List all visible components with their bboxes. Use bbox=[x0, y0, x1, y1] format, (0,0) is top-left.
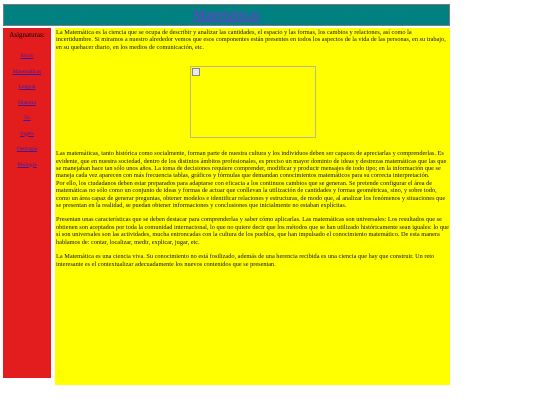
sidebar-link-matematicas[interactable]: Matemáticas bbox=[12, 68, 42, 75]
sidebar-item-historia bbox=[3, 91, 51, 107]
sidebar-item-biologia bbox=[3, 153, 51, 169]
paragraph-spacer bbox=[56, 209, 449, 216]
page-header bbox=[3, 4, 450, 26]
sidebar-item-geologia bbox=[3, 137, 51, 153]
sidebar-item-matematicas bbox=[3, 60, 51, 76]
sidebar-link-historia[interactable]: Historia bbox=[17, 99, 37, 106]
sidebar-item-ingles bbox=[3, 122, 51, 138]
paragraph-culture: Las matemáticas, tanto histórica como socialmente, forman parte de nuestra cultura y los individuos deben ser capaces de apreciarlas y comprenderlas. Es evidente, que en nuestra sociedad, dentro de los distintos ámbitos profesionales, es preciso un mayor dominio de ideas y destrezas matemáticas que las que se manejaban hace tan sólo unos años. La toma de decisiones requiere comprender, modificar y producir mensajes de todo tipo; en la información que se maneja cada vez aparecen con más frecuencia tablas, gráficos y fórmulas que demandan conocimientos matemáticos para su correcta interpretación. bbox=[56, 150, 447, 180]
sidebar-nav bbox=[3, 44, 51, 168]
sidebar-link-inicio[interactable]: Inicio bbox=[20, 53, 34, 59]
sidebar-item-lengua bbox=[3, 75, 51, 91]
page-title-link[interactable]: Matemáticas bbox=[193, 7, 260, 22]
paragraph-spacer bbox=[56, 246, 449, 253]
sidebar-item-inicio bbox=[3, 44, 51, 60]
sidebar-link-tic[interactable]: Tic bbox=[23, 115, 31, 121]
sidebar-link-geologia[interactable]: Geología bbox=[16, 146, 38, 152]
sidebar bbox=[3, 28, 51, 378]
sidebar-link-biologia[interactable]: Biología bbox=[17, 161, 37, 168]
sidebar-item-tic bbox=[3, 106, 51, 122]
paragraph-citizens: Por ello, los ciudadanos deben estar preparados para adaptarse con eficacia a los continuos cambios que se generan. Se pretende configurar el área de matemáticas no sólo como un conjunto de ideas y formas de actuar que conllevan la utilización de cantidades y formas geométricas, sino, y sobre todo, como un área capaz de generar preguntas, obtener modelos e identificar relaciones y estructuras, de modo que, al analizar los fenómenos y situaciones que se presentan en la realidad, se puedan obtener informaciones y conclusiones que inicialmente no estaban explícitas. bbox=[56, 179, 446, 210]
sidebar-link-lengua[interactable]: Lengua bbox=[18, 84, 36, 90]
sidebar-title: Asignaturas: bbox=[9, 31, 45, 39]
sidebar-link-ingles[interactable]: Inglés bbox=[20, 130, 34, 137]
main-content bbox=[55, 28, 450, 385]
intro-paragraph: La Matemática es la ciencia que se ocupa de describir y analizar las cantidades, el espacio y las formas, los cambios y relaciones, así como la incertidumbre. Si miramos a nuestro alrededor vemos que esos componentes están presentes en todos los aspectos de la vida de las personas, en su trabajo, en su quehacer diario, en los medios de comunicación, etc. bbox=[56, 29, 446, 51]
broken-image-icon bbox=[192, 68, 200, 76]
broken-image-placeholder bbox=[190, 66, 316, 138]
paragraph-living-science: La Matemática es una ciencia viva. Su conocimiento no está fosilizado, además de una herencia recibida es una ciencia que hay que construir. Un reto interesante es el contextualizar adecuadamente los nuevos contenidos que se presentan. bbox=[56, 253, 435, 268]
paragraph-characteristics: Presentan unas características que se deben destacar para comprenderlas y saber cómo aplicarlas. Las matemáticas son universales: Los resultados que se obtienen son aceptados por toda la comunidad internacional, lo que no quiere decir que los métodos que se han utilizado históricamente sean iguales: lo que sí son universales son las actividades, mucha entroncadas con la cultura de los pueblos, que han impulsado el conocimiento matemático. De esta manera hablamos de: contar, localizar, medir, explicar, jugar, etc. bbox=[56, 216, 449, 246]
